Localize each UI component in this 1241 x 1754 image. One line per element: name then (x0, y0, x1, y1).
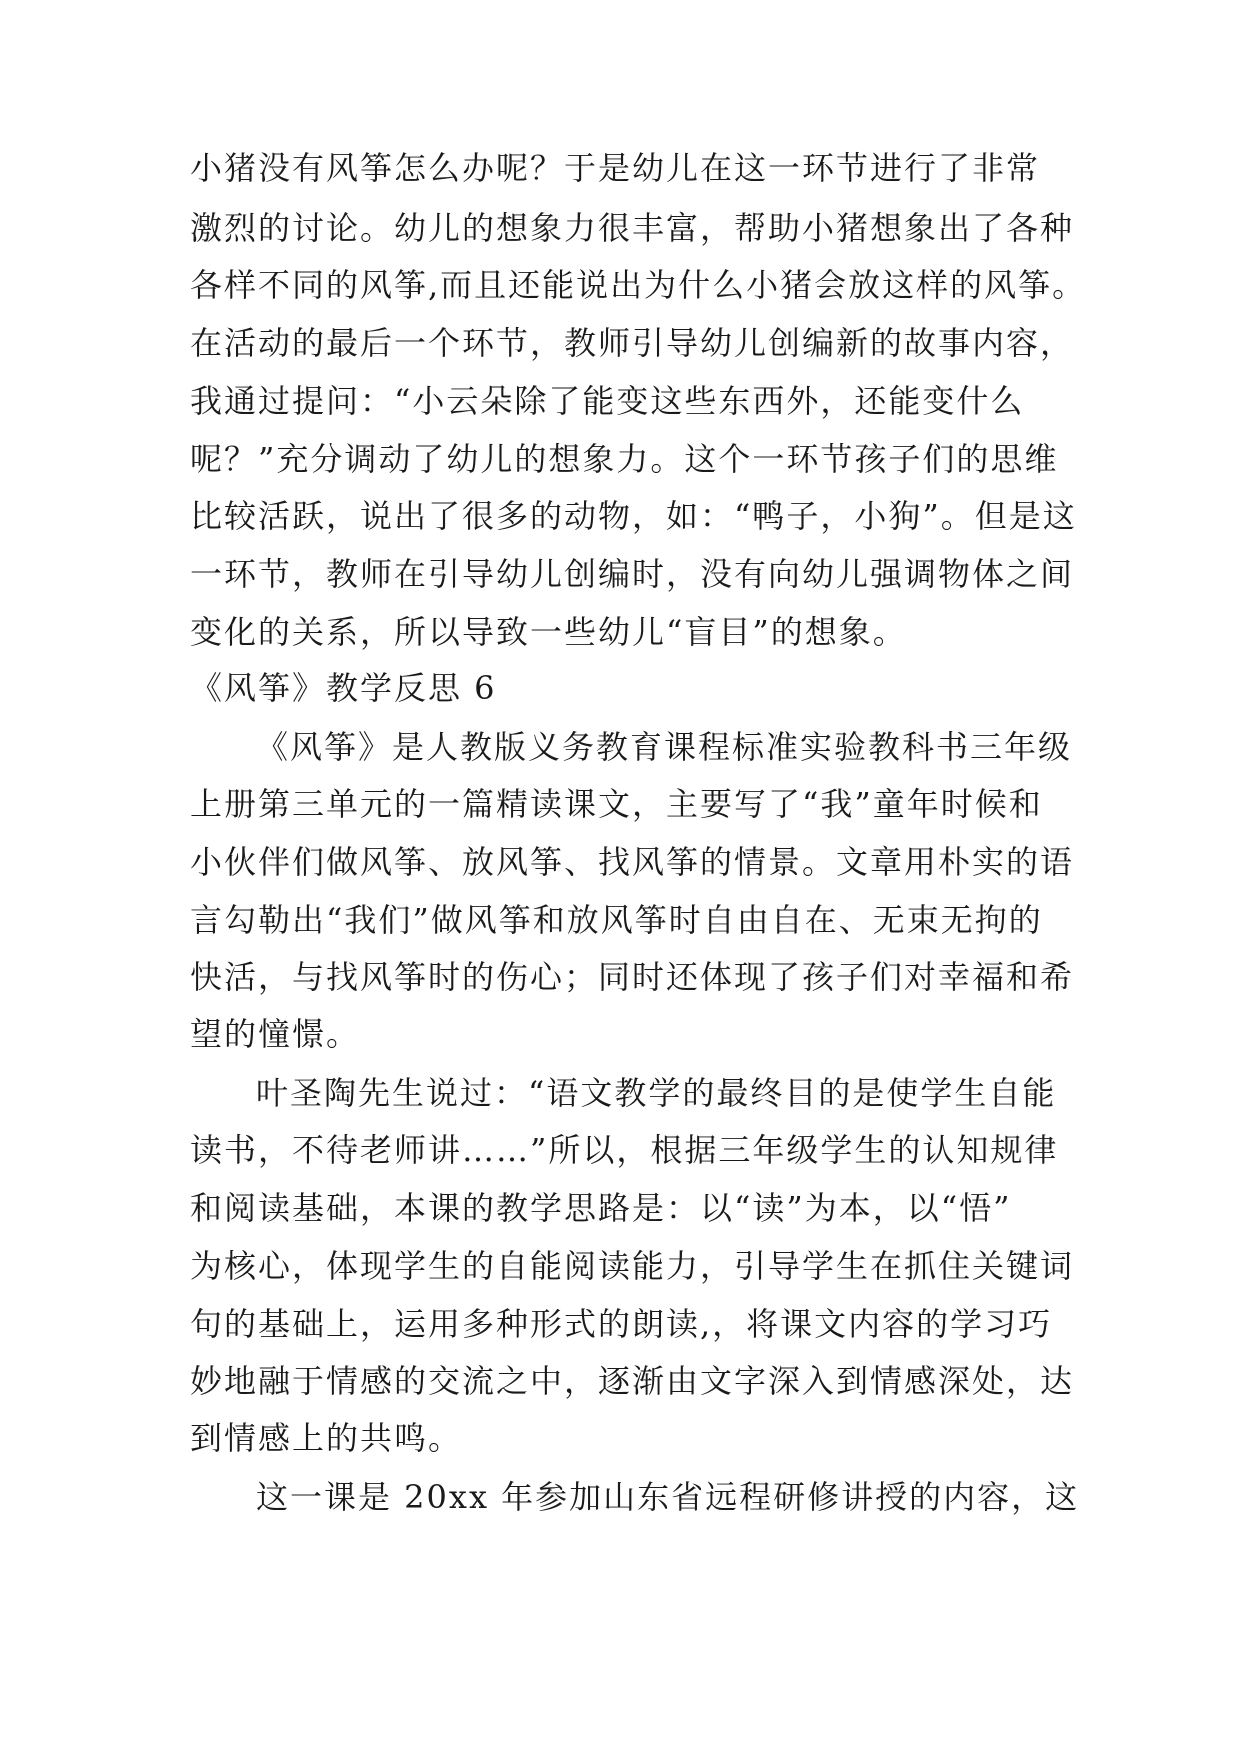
text-line: 变化的关系，所以导致一些幼儿“盲目”的想象。 (190, 613, 907, 651)
section-heading: 《风筝》教学反思 6 (190, 669, 497, 707)
text-line: 言勾勒出“我们”做风筝和放风筝时自由自在、无束无拘的 (190, 901, 1043, 939)
text-line: 望的憧憬。 (190, 1015, 361, 1053)
text-line: 句的基础上，运用多种形式的朗读,，将课文内容的学习巧 (190, 1305, 1053, 1343)
text-line: 到情感上的共鸣。 (190, 1419, 463, 1457)
text-line: 一环节，教师在引导幼儿创编时，没有向幼儿强调物体之间 (190, 555, 1075, 593)
text-line: 这一课是 20xx 年参加山东省远程研修讲授的内容，这 (256, 1478, 1080, 1516)
text-line: 小伙伴们做风筝、放风筝、找风筝的情景。文章用朴实的语 (190, 843, 1075, 881)
text-line: 妙地融于情感的交流之中，逐渐由文字深入到情感深处，达 (190, 1362, 1075, 1400)
text-line: 叶圣陶先生说过：“语文教学的最终目的是使学生自能 (256, 1074, 1057, 1112)
text-line: 比较活跃，说出了很多的动物，如：“鸭子，小狗”。但是这 (190, 497, 1077, 535)
text-line: 呢？”充分调动了幼儿的想象力。这个一环节孩子们的思维 (190, 440, 1059, 478)
text-line: 激烈的讨论。幼儿的想象力很丰富，帮助小猪想象出了各种 (190, 209, 1075, 247)
text-line: 各样不同的风筝,而且还能说出为什么小猪会放这样的风筝。 (190, 266, 1087, 304)
text-line: 我通过提问：“小云朵除了能变这些东西外，还能变什么 (190, 382, 1025, 420)
text-line: 《风筝》是人教版义务教育课程标准实验教科书三年级 (256, 728, 1073, 766)
text-line: 上册第三单元的一篇精读课文，主要写了“我”童年时候和 (190, 785, 1043, 823)
text-line: 快活，与找风筝时的伤心；同时还体现了孩子们对幸福和希 (190, 958, 1075, 996)
text-line: 和阅读基础，本课的教学思路是：以“读”为本，以“悟” (190, 1189, 1012, 1227)
text-line: 读书，不待老师讲……”所以，根据三年级学生的认知规律 (190, 1131, 1059, 1169)
text-line: 为核心，体现学生的自能阅读能力，引导学生在抓住关键词 (190, 1247, 1075, 1285)
text-line: 在活动的最后一个环节，教师引导幼儿创编新的故事内容， (190, 324, 1075, 362)
text-line: 小猪没有风筝怎么办呢？于是幼儿在这一环节进行了非常 (190, 149, 1041, 187)
